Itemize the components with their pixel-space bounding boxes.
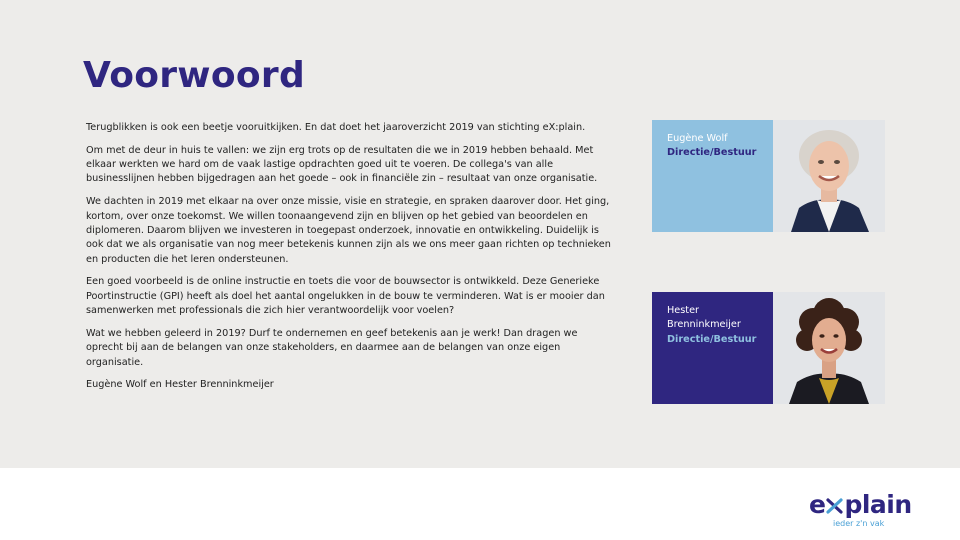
logo-letter-e: e — [809, 490, 826, 519]
name-panel — [652, 292, 774, 404]
page-title: Voorwoord — [83, 55, 306, 96]
portrait-photo — [773, 120, 885, 232]
director-role: Directie/Bestuur — [667, 333, 757, 345]
paragraph: Een goed voorbeeld is de online instructie en toets die voor de bouwsector is ontwikkeld. Deze Generieke Poortinstructie (GPI) heeft als doel het aantal ongelukken in de bouw te verminderen. Wat is er mooier dan samenwerken met professionals die zich hier verantwoordelijk voor voelen? — [86, 276, 605, 317]
paragraph: Wat we hebben geleerd in 2019? Durf te ondernemen en geef betekenis aan je werk! Dan dragen we oprecht bij aan de belangen van onze stakeholders, en daarmee aan de belangen van onze eigen organisatie. — [86, 327, 578, 368]
name-panel — [652, 120, 774, 232]
director-name: Eugène Wolf — [667, 133, 728, 144]
portrait-woman-illustration — [773, 292, 885, 404]
logo-wordmark — [809, 491, 912, 519]
signature-line: Eugène Wolf en Hester Brenninkmeijer — [86, 379, 274, 391]
logo-letters-plain: plain — [844, 490, 912, 519]
explain-logo — [809, 491, 919, 531]
card-name-block — [667, 304, 767, 347]
foreword-text — [86, 121, 616, 401]
director-card-eugene-wolf — [652, 120, 885, 232]
card-name-block — [667, 132, 767, 161]
portrait-photo — [773, 292, 885, 404]
director-role: Directie/Bestuur — [667, 147, 757, 159]
director-card-hester-brenninkmeijer — [652, 292, 885, 404]
paragraph: We dachten in 2019 met elkaar na over onze missie, visie en strategie, en spraken daarover door. Het ging, kortom, over onze toekomst. We willen toonaangevend zijn en blijven op het gebied van beoordelen en diplomeren. Daarom blijven we investeren in toegepast onderzoek, innovatie en ontwikkeling. Duidelijk is ook dat we als organisatie van nog meer betekenis kunnen zijn als we ons meer gaan richten op technieken en producten die het leren ondersteunen. — [86, 196, 611, 265]
paragraph: Terugblikken is ook een beetje vooruitkijken. En dat doet het jaaroverzicht 2019 van stichting eX:plain. — [86, 122, 586, 133]
portrait-man-illustration — [773, 120, 885, 232]
logo-x-icon — [826, 498, 843, 514]
logo-tagline: ieder z'n vak — [833, 519, 885, 528]
director-name: Hester Brenninkmeijer — [667, 305, 741, 331]
paragraph: Om met de deur in huis te vallen: we zijn erg trots op de resultaten die we in 2019 hebben behaald. Met elkaar werkten we hard om de vaak lastige opdrachten goed uit te voeren. De collega's van alle businesslijnen hebben bijgedragen aan het goede – ook in financiële zin – resultaat van onze organisatie. — [86, 144, 598, 185]
